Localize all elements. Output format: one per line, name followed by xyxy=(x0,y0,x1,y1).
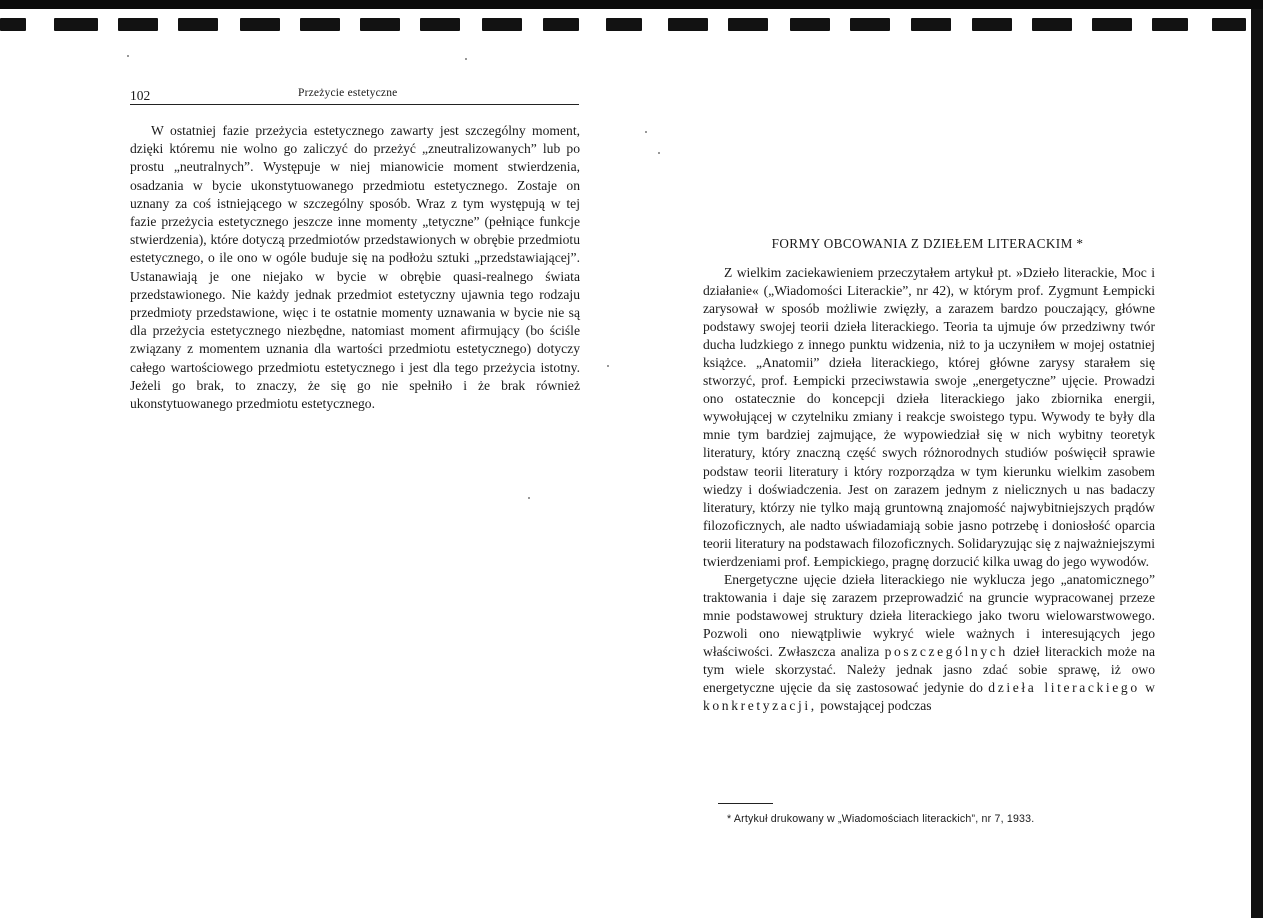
registration-mark xyxy=(1092,18,1132,31)
scan-speck xyxy=(645,131,647,133)
registration-mark xyxy=(1212,18,1246,31)
right-page-body xyxy=(703,264,1155,715)
registration-mark xyxy=(790,18,830,31)
registration-mark xyxy=(54,18,98,31)
spaced-emphasis: dzieła literackiego xyxy=(988,680,1140,696)
registration-mark xyxy=(0,18,26,31)
footnote-rule xyxy=(718,803,773,804)
registration-mark xyxy=(300,18,340,31)
spaced-emphasis: konkretyzacji, xyxy=(703,698,817,714)
body-paragraph: Z wielkim zaciekawieniem przeczytałem artykuł pt. »Dzieło literackie, Moc i działanie« („Wiadomości Literackie”, nr 42), w którym prof. Zygmunt Łempicki zarysował w sposób możliwie zwięzły, a zarazem bardzo pouczający, główne podstawy swojej teorii dzieła literackiego. Teoria ta ujmuje ów przedziwny twór ducha ludzkiego z innego punktu widzenia, niż to ja uczyniłem w mojej ostatniej książce. „Anatomii” dzieła literackiego, której główne zarysy starałem się stworzyć, prof. Łempicki przeciwstawia swoje „energetyczne” ujęcie. Prowadzi ono ostatecznie do koncepcji dzieła literackiego jako zbiornika energii, wywołującej w czytelniku zmiany i reakcje swoistego typu. Wywody te były dla mnie tym bardziej zajmujące, że wypowiedział się w nich wybitny teoretyk literatury, który znaczną część swych różnorodnych studiów poświęcił sprawie podstaw teorii literatury i który rozporządza w tym kierunku wielkim zasobem wiedzy i doświadczenia. Jest on zarazem jednym z nielicznych u nas badaczy literatury, którzy nie tylko mają gruntowną znajomość najwybitniejszych prądów filozoficznych, ale nadto uświadamiają sobie jasno potrzebę i doniosłość oparcia teorii literatury na podstawach filozoficznych. Solidaryzując się z najważniejszymi twierdzeniami prof. Łempickiego, pragnę dorzucić kilka uwag do jego wywodów. xyxy=(703,265,1155,569)
article-title: FORMY OBCOWANIA Z DZIEŁEM LITERACKIM * xyxy=(771,236,1084,251)
registration-mark xyxy=(360,18,400,31)
scan-speck xyxy=(465,58,467,60)
scan-speck xyxy=(658,152,660,154)
body-paragraph xyxy=(703,571,1155,715)
registration-mark xyxy=(850,18,890,31)
text-run: w xyxy=(1145,680,1155,696)
registration-mark xyxy=(668,18,708,31)
registration-mark xyxy=(606,18,642,31)
body-paragraph: W ostatniej fazie przeżycia estetycznego zawarty jest szczególny moment, dzięki któremu nie wolno go zaliczyć do przeżyć „zneutralizowanych” lub po prostu „neutralnych”. Występuje w niej mianowicie moment stwierdzenia, osadzania w bycie ukonstytuowanego przedmiotu estetycznego. Zostaje on uznany za coś istniejącego w szczególny sposób. Wraz z tym występują w tej fazie przeżycia estetycznego jeszcze inne momenty „tetyczne” (pełniące funkcje stwierdzenia), które dotyczą przedmiotów przedstawionych w obrębie przedmiotu estetycznego, o ile ono w ogóle buduje się na podłożu sztuki „przedstawiającej”. Ustanawiają je one niejako w bycie w obrębie quasi-realnego świata przedstawionego. Nie każdy jednak przedmiot estetyczny ujawnia tego rodzaju przedmioty przedstawione, więc i te ostatnie momenty uznawania w bycie nie są dla przeżycia estetycznego niezbędne, natomiast moment afirmujący (bo ściśle związany z momentem uznania dla wartości przedmiotu estetycznego) dotyczy całego wartościowego przedmiotu estetycznego i jest dla tego przeżycia istotny. Jeżeli go brak, to znaczy, że się go nie spełniło i że brak również ukonstytuowanego przedmiotu estetycznego. xyxy=(130,123,580,412)
scan-speck xyxy=(127,55,129,57)
registration-mark xyxy=(1032,18,1072,31)
registration-mark xyxy=(178,18,218,31)
text-run: powstającej podczas xyxy=(820,698,932,714)
registration-mark xyxy=(482,18,522,31)
running-title: Przeżycie estetyczne xyxy=(298,87,398,99)
scan-top-border xyxy=(0,0,1263,9)
footnote: * Artykuł drukowany w „Wiadomościach literackich”, nr 7, 1933. xyxy=(727,813,1035,825)
left-page-header xyxy=(130,86,579,105)
registration-mark xyxy=(543,18,579,31)
registration-mark xyxy=(118,18,158,31)
registration-mark xyxy=(728,18,768,31)
registration-mark xyxy=(1152,18,1188,31)
scan-speck xyxy=(528,497,530,499)
scan-registration-marks xyxy=(0,18,1263,38)
scan-right-border xyxy=(1251,9,1263,918)
registration-mark xyxy=(420,18,460,31)
left-page-body xyxy=(130,122,580,413)
text-run: Energetyczne ujęcie dzieła literackiego nie wyklucza jego „anatomicznego” traktowania i daje się zarazem przeprowadzić na gruncie wypracowanej przeze mnie podstawowej struktury dzieła literackiego jako tworu wielowarstwowego. Pozwoli ono niewątpliwie wykryć wiele ważnych i interesujących jego właściwości. Zwłaszcza analiza xyxy=(703,571,1155,659)
text-run: dzieł literackich może na tym wiele skorzystać. Należy jednak jasno zdać sobie sprawę, iż owo energetyczne ujęcie da się zastosować jedynie do xyxy=(703,643,1155,696)
registration-mark xyxy=(972,18,1012,31)
registration-mark xyxy=(240,18,280,31)
spaced-emphasis: poszczególnych xyxy=(884,643,1008,659)
registration-mark xyxy=(911,18,951,31)
page-number: 102 xyxy=(130,88,151,103)
scan-speck xyxy=(607,365,609,367)
